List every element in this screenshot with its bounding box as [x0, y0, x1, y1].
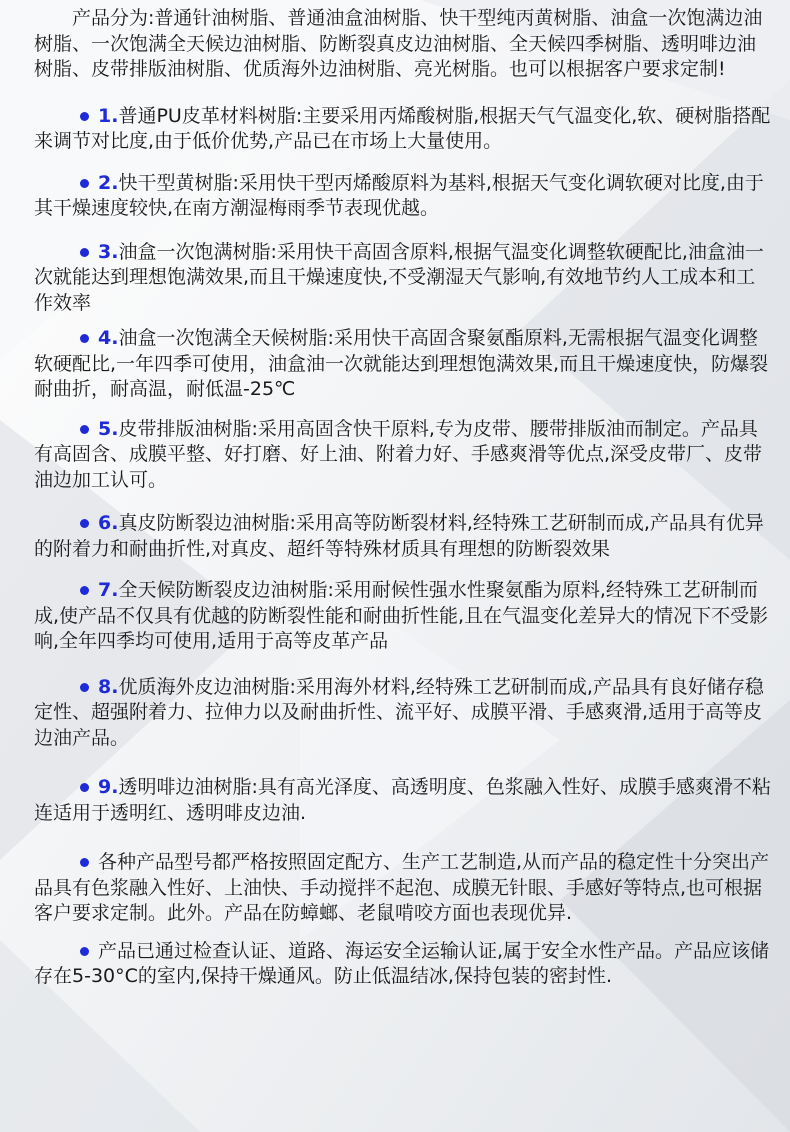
bullet-icon	[80, 112, 89, 121]
bullet-icon	[80, 425, 89, 434]
list-item: 各种产品型号都严格按照固定配方、生产工艺制造,从而产品的稳定性十分突出产品具有色浆融入性好、上油快、手动搅拌不起泡、成膜无针眼、手感好等特点,也可根据客户要求定制。此外。产品在防蟑螂、老鼠啃咬方面也表现优异.	[34, 851, 770, 924]
bullet-icon	[80, 947, 89, 956]
bullet-icon	[80, 334, 89, 343]
list-item: 3.油盒一次饱满树脂:采用快干高固含原料,根据气温变化调整软硬配比,油盒油一次就能达到理想饱满效果,而且干燥速度快,不受潮湿天气影响,有效地节约人工成本和工作效率	[34, 240, 764, 314]
list-item: 5.皮带排版油树脂:采用高固含快干原料,专为皮带、腰带排版油而制定。产品具有高固含、成膜平整、好打磨、好上油、附着力好、手感爽滑等优点,深受皮带厂、皮带油边加工认可。	[34, 417, 763, 491]
bullet-icon	[80, 586, 89, 595]
list-item: 2.快干型黄树脂:采用快干型丙烯酸原料为基料,根据天气变化调软硬对比度,由于其干燥速度较快,在南方潮湿梅雨季节表现优越。	[34, 171, 764, 219]
list-item: 1.普通PU皮革材料树脂:主要采用丙烯酸树脂,根据天气气温变化,软、硬树脂搭配来调节对比度,由于低价优势,产品已在市场上大量使用。	[34, 104, 771, 152]
bullet-icon	[80, 519, 89, 528]
bullet-icon	[80, 783, 89, 792]
list-item: 4.油盒一次饱满全天候树脂:采用快干高固含聚氨酯原料,无需根据气温变化调整软硬配比,一年四季可使用，油盒油一次就能达到理想饱满效果,而且干燥速度快，防爆裂耐曲折，耐高温，耐低温-25℃	[34, 327, 769, 400]
document-body	[34, 6, 774, 990]
list-item: 7.全天候防断裂皮边油树脂:采用耐候性强水性聚氨酯为原料,经特殊工艺研制而成,使产品不仅具有优越的防断裂性能和耐曲折性能,且在气温变化差异大的情况下不受影响,全年四季均可使用,适用于高等皮革产品	[34, 579, 769, 652]
bullet-icon	[80, 683, 89, 692]
bullet-icon	[80, 179, 89, 188]
bullet-icon	[80, 858, 89, 867]
intro-paragraph: 产品分为:普通针油树脂、普通油盒油树脂、快干型纯丙黄树脂、油盒一次饱满边油树脂、一次饱满全天候边油树脂、防断裂真皮边油树脂、全天候四季树脂、透明啡边油树脂、皮带排版油树脂、优质海外边油树脂、亮光树脂。也可以根据客户要求定制!	[34, 7, 763, 80]
list-item: 6.真皮防断裂边油树脂:采用高等防断裂材料,经特殊工艺研制而成,产品具有优异的附着力和耐曲折性,对真皮、超纤等特殊材质具有理想的防断裂效果	[34, 512, 764, 560]
list-item: 产品已通过检查认证、道路、海运安全运输认证,属于安全水性产品。产品应该储存在5-30°C的室内,保持干燥通风。防止低温结冰,保持包装的密封性.	[34, 939, 770, 987]
bullet-icon	[80, 248, 89, 257]
list-item: 8.优质海外皮边油树脂:采用海外材料,经特殊工艺研制而成,产品具有良好储存稳定性、超强附着力、拉伸力以及耐曲折性、流平好、成膜平滑、手感爽滑,适用于高等皮边油产品。	[34, 675, 764, 749]
list-item: 9.透明啡边油树脂:具有高光泽度、高透明度、色浆融入性好、成膜手感爽滑不粘连适用于透明红、透明啡皮边油.	[34, 776, 771, 824]
